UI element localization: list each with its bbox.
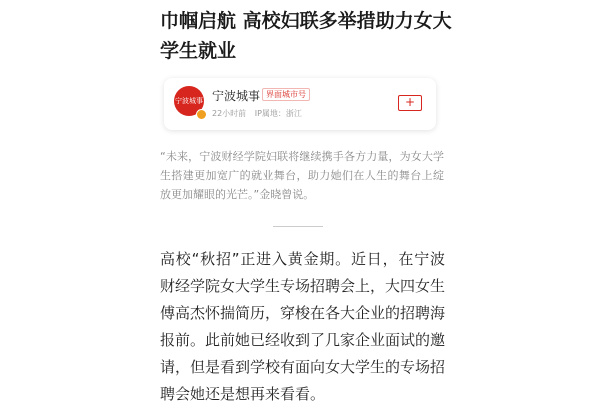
article-quote: “未来，宁波财经学院妇联将继续携手各方力量，为女大学生搭建更加宽广的就业舞台，助力她们在人生的舞台上绽放更加耀眼的光芒。”金晓曾说。 xyxy=(160,150,444,201)
verified-badge-icon xyxy=(196,109,207,120)
author-card[interactable] xyxy=(164,78,436,130)
author-tag: 界面城市号 xyxy=(262,88,310,101)
plus-icon: + xyxy=(404,95,416,109)
publish-time: 22小时前 xyxy=(212,109,247,118)
author-name[interactable]: 宁波城事 xyxy=(212,89,261,103)
article-paragraph: 高校“秋招”正进入黄金期。近日，在宁波财经学院女大学生专场招聘会上，大四女生傅高杰怀揣简历，穿梭在各大企业的招聘海报前。此前她已经收到了几家企业面试的邀请，但是看到学校有面向女大学生的专场招聘会她还是想再来看看。 xyxy=(160,250,446,403)
ip-location: IP属地：浙江 xyxy=(254,109,302,118)
divider xyxy=(273,226,323,227)
follow-button[interactable] xyxy=(398,95,422,111)
author-meta xyxy=(212,108,308,119)
article-title: 巾帼启航 高校妇联多举措助力女大学生就业 xyxy=(160,10,452,62)
author-avatar[interactable]: 宁波城事 xyxy=(174,86,204,116)
